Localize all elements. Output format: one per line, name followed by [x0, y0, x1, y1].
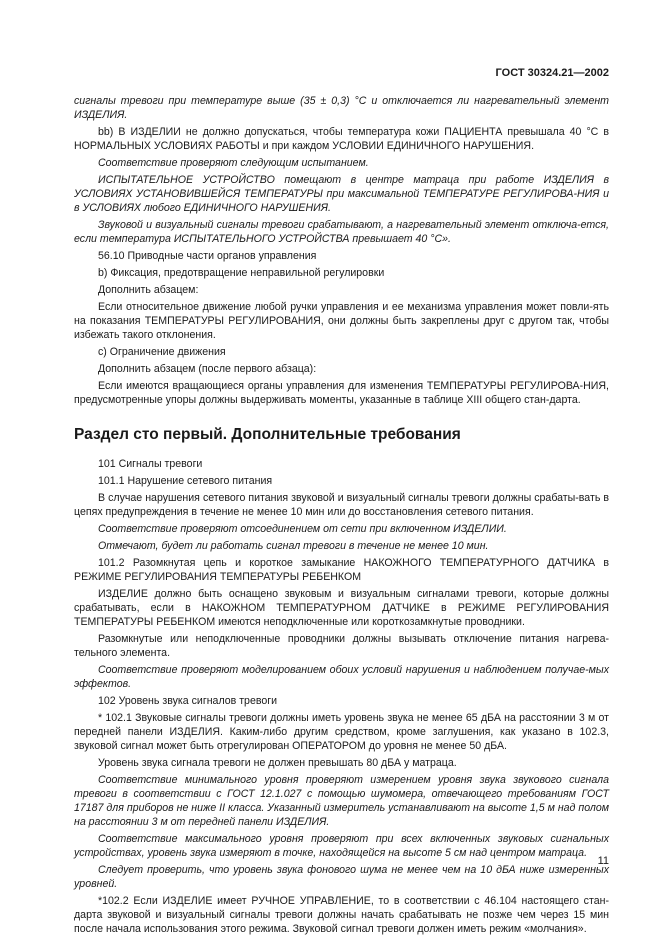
paragraph: В случае нарушения сетевого питания звуковой и визуальный сигналы тревоги должны срабаты-вать в цепях предупреждения в течение не менее 10 мин или до восстановления сетевого питания. — [74, 492, 609, 518]
paragraph: Дополнить абзацем (после первого абзаца): — [98, 363, 317, 375]
paragraph: Соответствие максимального уровня проверяют при всех включенных звуковых сигнальных устройствах, уровень звука измеряют в точке, находящейся на высоте 5 см над центром матраца. — [74, 833, 609, 859]
paragraph: 101.1 Нарушение сетевого питания — [98, 475, 273, 487]
paragraph: ИЗДЕЛИЕ должно быть оснащено звуковым и визуальным сигналами тревоги, которые должны срабатывать, если в НАКОЖНОМ ТЕМПЕРАТУРНОМ ДАТЧИКЕ в РЕЖИМЕ РЕГУЛИРОВАНИЯ ТЕМПЕРАТУРЫ РЕБЕНКОМ имеются неподключенные или короткозамкнутые проводники. — [74, 588, 609, 628]
paragraph: *102.2 Если ИЗДЕЛИЕ имеет РУЧНОЕ УПРАВЛЕНИЕ, то в соответствии с 46.104 настоящего стан-дарта звуковой и визуальный сигналы тревоги должны начать срабатывать не позже чем через 15 мин после начала использования этого режима. Звуковой сигнал тревоги должен иметь режим «молчания». — [74, 895, 609, 935]
paragraph: Соответствие проверяют отсоединением от сети при включенном ИЗДЕЛИИ. — [98, 523, 507, 535]
section-title: Раздел сто первый. Дополнительные требования — [74, 426, 461, 443]
paragraph-block-1 — [74, 94, 609, 407]
document-body — [74, 94, 609, 939]
paragraph: * 102.1 Звуковые сигналы тревоги должны иметь уровень звука не менее 65 дБА на расстоянии 3 м от передней панели ИЗДЕЛИЯ. Каким-либо другим средством, кроме заглушения, как указано в 102.3, звуковой сигнал может быть отрегулирован ОПЕРАТОРОМ до уровня не менее 50 дБА. — [74, 712, 609, 752]
paragraph: 56.10 Приводные части органов управления — [98, 250, 317, 262]
paragraph: Дополнить абзацем: — [98, 284, 199, 296]
paragraph: Если имеются вращающиеся органы управления для изменения ТЕМПЕРАТУРЫ РЕГУЛИРОВА-НИЯ, предусмотренные упоры должны выдерживать моменты, указанные в таблице XIII общего стан-дарта. — [74, 380, 609, 406]
paragraph: b) Фиксация, предотвращение неправильной регулировки — [98, 267, 385, 279]
paragraph: Если относительное движение любой ручки управления и ее механизма управления может повли-ять на показания ТЕМПЕРАТУРЫ РЕГУЛИРОВАНИЯ, они должны быть закреплены друг с другом так, чтобы избежать такого отклонения. — [74, 301, 609, 341]
paragraph: 102 Уровень звука сигналов тревоги — [98, 695, 278, 707]
paragraph: Соответствие проверяют моделированием обоих условий нарушения и наблюдением получае-мых эффектов. — [74, 664, 609, 690]
paragraph: Уровень звука сигнала тревоги не должен превышать 80 дБА у матраца. — [98, 757, 457, 769]
paragraph: Соответствие проверяют следующим испытанием. — [98, 157, 369, 169]
paragraph: Отмечают, будет ли работать сигнал тревоги в течение не менее 10 мин. — [98, 540, 489, 552]
paragraph: Разомкнутые или неподключенные проводники должны вызывать отключение питания нагрева-тельного элемента. — [74, 633, 609, 659]
paragraph: Следует проверить, что уровень звука фонового шума не менее чем на 10 дБА ниже измеренных уровней. — [74, 864, 609, 890]
paragraph: Соответствие минимального уровня проверяют измерением уровня звука звукового сигнала тревоги в соответствии с ГОСТ 12.1.027 с помощью шумомера, отвечающего требованиям ГОСТ 17187 для приборов не ниже II класса. Указанный измеритель устанавливают на высоте 1,5 м над полом на расстоянии 3 м от передней панели ИЗДЕЛИЯ. — [74, 774, 609, 828]
paragraph-block-2 — [74, 457, 609, 936]
paragraph: bb) В ИЗДЕЛИИ не должно допускаться, чтобы температура кожи ПАЦИЕНТА превышала 40 °С в НОРМАЛЬНЫХ УСЛОВИЯХ РАБОТЫ и при каждом УСЛОВИИ ЕДИНИЧНОГО НАРУШЕНИЯ. — [74, 126, 609, 152]
paragraph: ИСПЫТАТЕЛЬНОЕ УСТРОЙСТВО помещают в центре матраца при работе ИЗДЕЛИЯ в УСЛОВИЯХ УСТАНОВИВШЕЙСЯ ТЕМПЕРАТУРЫ при максимальной ТЕМПЕРАТУРЕ РЕГУЛИРОВА-НИЯ и в УСЛОВИЯХ любого ЕДИНИЧНОГО НАРУШЕНИЯ. — [74, 174, 609, 214]
doc-header-code: ГОСТ 30324.21—2002 — [495, 67, 609, 79]
paragraph: 101 Сигналы тревоги — [98, 458, 203, 470]
paragraph: Звуковой и визуальный сигналы тревоги срабатывают, а нагревательный элемент отключа-ется, если температура ИСПЫТАТЕЛЬНОГО УСТРОЙСТВА превышает 40 °С». — [74, 219, 609, 245]
paragraph: c) Ограничение движения — [98, 346, 226, 358]
page-number: 11 — [597, 855, 609, 867]
paragraph: сигналы тревоги при температуре выше (35 ± 0,3) °С и отключается ли нагревательный элемент ИЗДЕЛИЯ. — [74, 95, 609, 121]
paragraph: 101.2 Разомкнутая цепь и короткое замыкание НАКОЖНОГО ТЕМПЕРАТУРНОГО ДАТЧИКА в РЕЖИМЕ РЕГУЛИРОВАНИЯ ТЕМПЕРАТУРЫ РЕБЕНКОМ — [74, 557, 609, 583]
